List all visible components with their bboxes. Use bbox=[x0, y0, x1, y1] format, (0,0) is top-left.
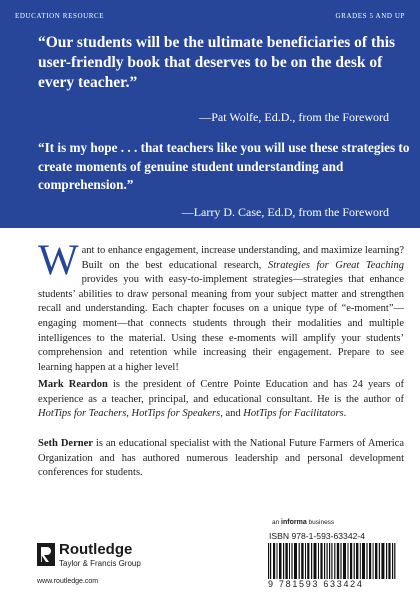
drop-cap: W bbox=[38, 237, 79, 284]
book-title: HotTips for Facilitators bbox=[243, 408, 344, 420]
bio-text: is an educational specialist with the National Future Farmers of America Organization and has authored numerous leadership and personal development conferences for students. bbox=[38, 438, 404, 479]
author-bio-reardon bbox=[38, 378, 404, 422]
publisher-website: www.routledge.com bbox=[37, 578, 99, 585]
isbn-label: ISBN 978-1-593-63342-4 bbox=[269, 531, 366, 541]
grade-level-label: GRADES 5 AND UP bbox=[335, 12, 405, 20]
barcode-digits: 9 781593 633424 bbox=[268, 579, 398, 589]
quote-primary-attribution: —Pat Wolfe, Ed.D., from the Foreword bbox=[199, 110, 389, 124]
publisher-name: Routledge bbox=[59, 541, 133, 558]
quote-primary: “Our students will be the ultimate beneficiaries of this user-friendly book that deserves to be on the desk of every teacher.” bbox=[38, 34, 396, 91]
bio-text: is the president of Centre Pointe Education and has 24 years of experience as a teacher, principal, and educational consultant. He is the author of bbox=[38, 379, 404, 405]
category-label: EDUCATION RESOURCE bbox=[15, 12, 105, 20]
quote-secondary-attribution: —Larry D. Case, Ed.D, from the Foreword bbox=[181, 205, 389, 219]
bio-text: . bbox=[343, 408, 347, 420]
description-body: provides you with easy-to-implement strategies—strategies that enhance students’ abilities to draw personal meaning from your subject matter and strengthen recall and understanding. Each chapter focuses on a unique type of “e-moment”—engaging moment—that connects students through their modalities and multiple intelligences to the material. Using these e-moments will amplify your students’ comprehension and retention while increasing their engagement. Prepare to see learning happen at a higher level! bbox=[38, 274, 404, 373]
book-description bbox=[38, 237, 404, 375]
author-name-derner: Seth Derner bbox=[38, 438, 93, 449]
book-titles: HotTips for Teachers, HotTips for Speakers, bbox=[38, 408, 223, 420]
routledge-logo-icon bbox=[37, 543, 55, 566]
book-title: Strategies for Great Teaching bbox=[267, 259, 404, 271]
informa-business-label: an informa business bbox=[272, 519, 335, 526]
author-name-reardon: Mark Reardon bbox=[38, 379, 108, 390]
publisher-group: Taylor & Francis Group bbox=[59, 559, 141, 568]
quote-banner bbox=[0, 0, 420, 228]
description-lead: ant to enhance engagement, increase understanding, and maximize learning? Built on the best educational research, bbox=[81, 245, 404, 271]
quote-secondary: “It is my hope . . . that teachers like you will use these strategies to create moments of genuine student understanding and comprehension.” bbox=[38, 140, 410, 192]
author-bio-derner bbox=[38, 437, 404, 481]
bio-text: and bbox=[222, 408, 244, 420]
publisher-logo bbox=[37, 540, 207, 590]
